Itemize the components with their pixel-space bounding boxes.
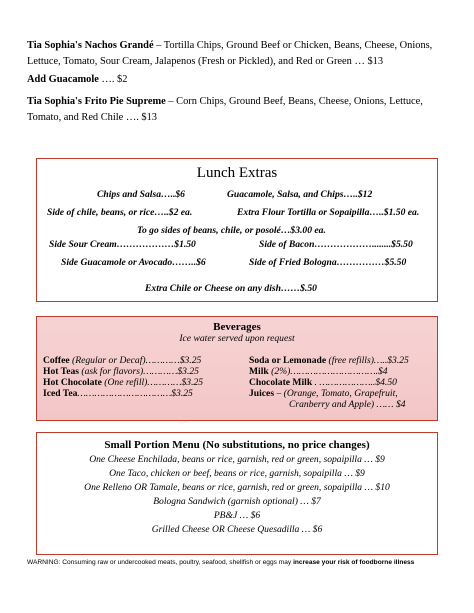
small-portion-box (36, 432, 438, 555)
dish-nachos (27, 38, 447, 69)
dish-name: Tia Sophia's Nachos Grandé (27, 40, 154, 51)
small-portion-item: One Taco, chicken or beef, beans or rice, garnish, sopaipilla … $9 (109, 468, 365, 479)
beverages-subtitle: Ice water served upon request (179, 333, 295, 344)
extras-row: Side of Fried Bologna……………$5.50 (249, 257, 407, 268)
beverage-item: Hot Teas (ask for flavors)…………$3.25 (43, 366, 199, 377)
small-portion-list (37, 453, 437, 537)
small-portion-item: Bologna Sandwich (garnish optional) … $7 (153, 496, 321, 507)
extras-row: Extra Flour Tortilla or Sopaipilla…..$1.50 ea. (237, 207, 420, 218)
extras-row: Chips and Salsa…..$6 (97, 189, 185, 200)
beverage-item: Coffee (Regular or Decaf)…………$3.25 (43, 355, 202, 366)
beverage-item: Cranberry and Apple) …… $4 (289, 399, 406, 410)
lunch-extras-box (36, 158, 438, 302)
beverage-item: Milk (2%)………………………….$4 (249, 366, 388, 377)
extras-row: Side Sour Cream………………$1.50 (49, 239, 196, 250)
beverages-left-column (43, 355, 203, 399)
small-portion-title: Small Portion Menu (No substitutions, no price changes) (104, 439, 370, 451)
extras-row: Extra Chile or Cheese on any dish……$.50 (145, 283, 317, 294)
beverages-title: Beverages (213, 321, 261, 333)
extras-row: Side of chile, beans, or rice…..$2 ea. (47, 207, 193, 218)
beverages-right-column (249, 355, 409, 410)
dish-guacamole (27, 72, 447, 88)
warning-text: WARNING: Consuming raw or undercooked meats, poultry, seafood, shellfish or eggs may (27, 559, 294, 566)
beverages-box (36, 316, 438, 421)
extras-row: Side Guacamole or Avocado……..$6 (61, 257, 206, 268)
small-portion-item: One Cheese Enchilada, beans or rice, garnish, red or green, sopaipilla … $9 (89, 454, 385, 465)
extras-row: Side of Bacon………………........$5.50 (259, 239, 413, 250)
dish-desc: – Tortilla Chips, Ground Beef or Chicken, Beans, Cheese, Onions, Lettuce, Tomato, Sour Cream, Jalapenos (Fresh or Pickled), and Red or Green … $13 (27, 40, 433, 67)
dish-name: Add Guacamole (27, 74, 99, 85)
dish-desc: – Corn Chips, Ground Beef, Beans, Cheese, Onions, Lettuce, Tomato, and Red Chile …. $13 (27, 96, 423, 123)
beverage-item: Hot Chocolate (One refill)…………$3.25 (43, 377, 204, 388)
warning-emphasis: increase your risk of foodborne illness (293, 559, 415, 566)
extras-row: To go sides of beans, chile, or posolé…$3.00 ea. (137, 225, 326, 236)
dish-frito-pie (27, 94, 447, 125)
dish-desc: …. $2 (98, 74, 128, 85)
small-portion-item: Grilled Cheese OR Cheese Quesadilla … $6 (151, 524, 323, 535)
beverage-item: Juices – (Orange, Tomato, Grapefruit, (249, 388, 398, 399)
beverage-item: Soda or Lemonade (free refills)…..$3.25 (249, 355, 409, 366)
beverage-item: Chocolate Milk . ………………..$4.50 (249, 377, 397, 388)
lunch-extras-title: Lunch Extras (196, 165, 278, 181)
dish-name: Tia Sophia's Frito Pie Supreme (27, 96, 166, 107)
beverage-item: Iced Tea……………………………$3.25 (43, 388, 193, 399)
extras-row: Guacamole, Salsa, and Chips…..$12 (227, 189, 373, 200)
small-portion-item: One Relleno OR Tamale, beans or rice, garnish, red or green, sopaipilla … $10 (84, 482, 390, 493)
small-portion-item: PB&J … $6 (213, 510, 261, 521)
food-safety-warning (27, 559, 447, 566)
